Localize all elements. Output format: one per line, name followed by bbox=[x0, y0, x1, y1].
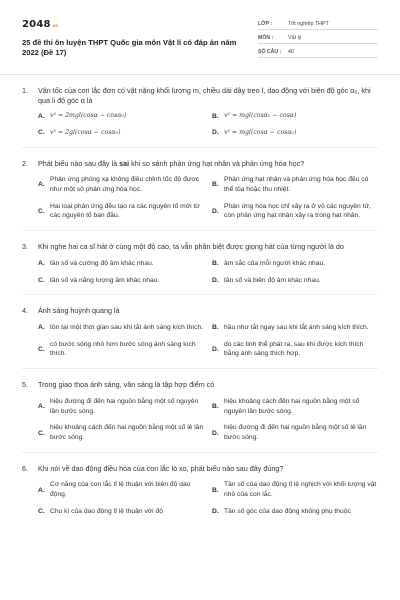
option-letter: C. bbox=[38, 207, 45, 215]
option-letter: D. bbox=[212, 276, 219, 284]
exam-title: 25 đề thi ôn luyện THPT Quốc gia môn Vật lí có đáp án năm 2022 (Đề 17) bbox=[22, 37, 237, 58]
meta-value: Vật lý bbox=[288, 34, 302, 41]
question-2 bbox=[22, 159, 378, 232]
option-letter: A. bbox=[38, 181, 45, 189]
option-text: Phản ứng phóng xạ không điều chỉnh tốc độ được như một số phản ứng hóa học. bbox=[50, 176, 200, 193]
question-number: 3. bbox=[22, 242, 28, 252]
option-text: v² = 2gl(cosα − cosα₀) bbox=[50, 128, 121, 136]
meta-label: MÔN : bbox=[258, 34, 274, 41]
option-letter: C. bbox=[38, 429, 45, 437]
option-a[interactable] bbox=[38, 259, 204, 269]
option-text: có bước sóng nhỏ hơn bước sóng ánh sáng kích thích. bbox=[50, 340, 196, 358]
option-text: hiệu đường đi đến hai nguồn bằng một số nguyên lần bước sóng. bbox=[50, 397, 199, 415]
meta-label: LỚP : bbox=[258, 20, 273, 27]
option-c[interactable] bbox=[38, 423, 204, 442]
question-divider bbox=[22, 368, 378, 369]
answer-options bbox=[38, 397, 378, 443]
site-logo[interactable] bbox=[22, 18, 237, 32]
option-text: do các tinh thể phát ra, sau khi được kích thích bằng ánh sáng thích hợp. bbox=[224, 340, 364, 358]
question-5 bbox=[22, 380, 378, 453]
option-a[interactable] bbox=[38, 323, 204, 333]
option-letter: D. bbox=[212, 345, 219, 353]
option-b[interactable] bbox=[212, 480, 378, 499]
question-6 bbox=[22, 464, 378, 517]
option-letter: A. bbox=[38, 324, 45, 332]
option-c[interactable] bbox=[38, 202, 204, 221]
meta-value: 40 bbox=[288, 48, 294, 55]
option-letter: B. bbox=[212, 260, 219, 268]
option-letter: C. bbox=[38, 345, 45, 353]
answer-options bbox=[38, 259, 378, 285]
meta-row-count bbox=[258, 46, 378, 58]
option-d[interactable] bbox=[212, 340, 378, 359]
option-text: v² = 2mgl(cosα − cosα₀) bbox=[50, 112, 127, 120]
question-divider bbox=[22, 230, 378, 231]
question-text: Vận tốc của con lắc đơn có vật nặng khối lượng m, chiều dài dây treo l, dao động với biên độ góc α₀, khi qua li độ góc α là bbox=[38, 86, 371, 105]
option-letter: B. bbox=[212, 403, 219, 411]
option-letter: C. bbox=[38, 276, 45, 284]
option-a[interactable] bbox=[38, 480, 204, 499]
question-stem bbox=[22, 86, 378, 105]
option-text: âm sắc của mỗi người khác nhau. bbox=[224, 259, 326, 267]
option-letter: B. bbox=[212, 324, 219, 332]
question-text bbox=[38, 159, 378, 169]
question-4 bbox=[22, 306, 378, 369]
meta-label: SỐ CÂU : bbox=[258, 48, 282, 55]
option-text: v² = mgl(cosα − cosα₀) bbox=[224, 128, 297, 136]
question-text: Khi nghe hai ca sĩ hát ở cùng một độ cao, ta vẫn phân biệt được giọng hát của từng người là do bbox=[38, 242, 344, 252]
question-number: 4. bbox=[22, 306, 28, 316]
option-text: Chu kì của dao động tỉ lệ thuận với độ bbox=[50, 507, 163, 515]
question-stem bbox=[22, 159, 378, 169]
answer-options bbox=[38, 112, 378, 137]
question-text: Ánh sáng huỳnh quang là bbox=[38, 306, 120, 316]
option-letter: D. bbox=[212, 508, 219, 516]
option-a[interactable] bbox=[38, 112, 204, 121]
option-b[interactable] bbox=[212, 112, 378, 121]
logo-suffix: .vn bbox=[51, 23, 59, 28]
option-letter: C. bbox=[38, 129, 45, 137]
option-c[interactable] bbox=[38, 340, 204, 359]
option-letter: D. bbox=[212, 129, 219, 137]
question-stem bbox=[22, 380, 378, 390]
option-text: hầu như tắt ngay sau khi tắt ánh sáng kích thích. bbox=[224, 324, 369, 331]
option-text: Phản ứng hạt nhân và phản ứng hóa học đều có thể tỏa hoặc thu nhiệt. bbox=[224, 176, 369, 193]
question-text: Trong giao thoa ánh sáng, vân sáng là tập hợp điểm có bbox=[38, 380, 215, 390]
question-text: Khi nói về dao động điều hòa của con lắc lò xo, phát biểu nào sau đây đúng? bbox=[38, 463, 284, 473]
meta-value: Tốt nghiệp THPT bbox=[288, 20, 329, 27]
exam-meta bbox=[258, 18, 378, 60]
option-text: hiệu khoảng cách đến hai nguồn bằng một số lẻ lần bước sóng. bbox=[50, 424, 204, 442]
option-c[interactable] bbox=[38, 128, 204, 137]
answer-options bbox=[38, 175, 378, 221]
option-text: Tần số của dao động tỉ lệ nghịch với khối lượng vật nhỏ của con lắc. bbox=[224, 481, 377, 499]
logo-text: 2048 bbox=[22, 19, 51, 30]
option-text: tần số và biên độ âm khác nhau. bbox=[224, 276, 321, 284]
option-d[interactable] bbox=[212, 276, 378, 286]
option-c[interactable] bbox=[38, 507, 204, 517]
option-text: tồn tại một thời gian sau khi tắt ánh sáng kích thích. bbox=[50, 324, 204, 331]
question-stem bbox=[22, 464, 378, 474]
option-a[interactable] bbox=[38, 397, 204, 416]
question-3 bbox=[22, 242, 378, 295]
question-1 bbox=[22, 86, 378, 148]
option-text: v² = mgl(cosα₀ − cosα) bbox=[224, 112, 297, 120]
meta-row-grade bbox=[258, 18, 378, 30]
question-number: 2. bbox=[22, 158, 28, 168]
option-letter: B. bbox=[212, 113, 219, 121]
option-letter: D. bbox=[212, 429, 219, 437]
option-text: tần số và cường độ âm khác nhau. bbox=[50, 259, 154, 267]
option-d[interactable] bbox=[212, 202, 378, 221]
option-a[interactable] bbox=[38, 175, 204, 194]
option-letter: B. bbox=[212, 486, 219, 494]
option-text: Tần số góc của dao động không phụ thuộc bbox=[224, 507, 351, 515]
stem-part: Phát biểu nào sau đây là bbox=[38, 158, 120, 168]
option-b[interactable] bbox=[212, 259, 378, 269]
option-letter: A. bbox=[38, 113, 45, 121]
stem-part: khi so sánh phản ứng hạt nhân và phản ứng hóa học? bbox=[129, 158, 305, 168]
answer-options bbox=[38, 480, 378, 516]
page-header bbox=[22, 18, 378, 60]
option-text: Cơ năng của con lắc tỉ lệ thuận với biên độ dao động. bbox=[50, 481, 191, 499]
option-letter: A. bbox=[38, 260, 45, 268]
question-stem bbox=[22, 242, 378, 252]
option-c[interactable] bbox=[38, 276, 204, 286]
option-letter: B. bbox=[212, 181, 219, 189]
question-divider bbox=[22, 452, 378, 453]
question-divider bbox=[22, 294, 378, 295]
question-number: 5. bbox=[22, 380, 28, 390]
question-number: 1. bbox=[22, 86, 28, 95]
question-stem bbox=[22, 306, 378, 316]
option-d[interactable] bbox=[212, 128, 378, 137]
option-b[interactable] bbox=[212, 323, 378, 333]
meta-row-subject bbox=[258, 32, 378, 44]
option-letter: C. bbox=[38, 508, 45, 516]
option-text: hiệu khoảng cách đến hai nguồn bằng một số nguyên lần bước sóng. bbox=[224, 397, 360, 415]
option-b[interactable] bbox=[212, 175, 378, 194]
option-d[interactable] bbox=[212, 423, 378, 442]
answer-options bbox=[38, 323, 378, 359]
option-text: Phản ứng hóa học chỉ xảy ra ở vỏ các nguyên tử, còn phản ứng hạt nhân xảy ra trong hạt nhân. bbox=[224, 202, 371, 220]
header-divider bbox=[0, 74, 400, 75]
option-text: Hai loại phản ứng đều tạo ra các nguyên tố mới từ các nguyên tố ban đầu. bbox=[50, 202, 200, 220]
option-d[interactable] bbox=[212, 507, 378, 517]
option-text: tần số và năng lượng âm khác nhau. bbox=[50, 276, 160, 284]
header-left bbox=[22, 18, 237, 59]
option-letter: D. bbox=[212, 207, 219, 215]
option-letter: A. bbox=[38, 403, 45, 411]
question-number: 6. bbox=[22, 463, 28, 473]
question-divider bbox=[22, 147, 378, 148]
option-text: hiệu đường đi đến hai nguồn bằng một số lẻ lần bước sóng. bbox=[224, 424, 367, 442]
option-letter: A. bbox=[38, 486, 45, 494]
stem-emphasis: sai bbox=[119, 158, 130, 168]
option-b[interactable] bbox=[212, 397, 378, 416]
